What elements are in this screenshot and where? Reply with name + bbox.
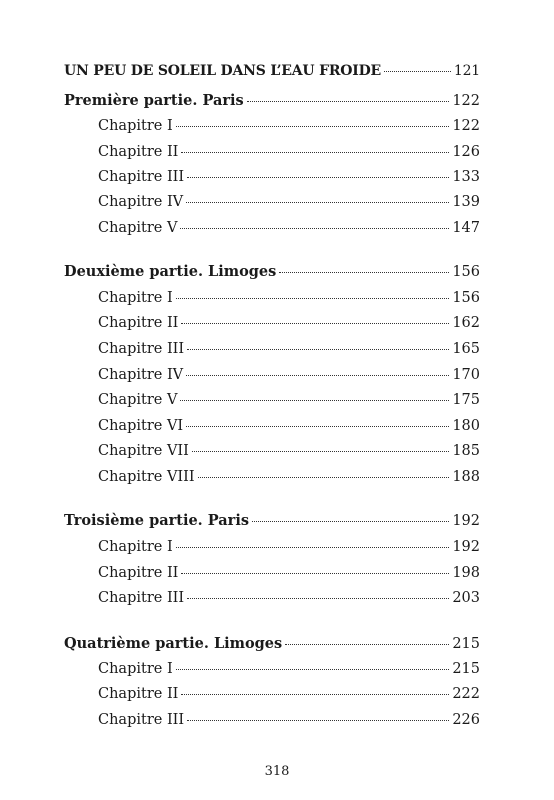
dot-leader	[181, 323, 449, 324]
dot-leader	[279, 272, 449, 273]
toc-chapter-entry	[98, 340, 480, 358]
chapter-label: Chapitre IV	[98, 367, 184, 383]
dot-leader	[192, 451, 449, 452]
chapter-page: 188	[452, 469, 480, 485]
toc-part-entry	[64, 263, 480, 281]
dot-leader	[384, 71, 451, 72]
toc-title-page: 121	[453, 63, 480, 79]
dot-leader	[180, 228, 449, 229]
dot-leader	[186, 426, 449, 427]
chapter-page: 122	[452, 118, 480, 134]
chapter-page: 170	[452, 367, 480, 383]
dot-leader	[186, 202, 449, 203]
toc-chapter-entry	[98, 366, 480, 384]
chapter-page: 139	[452, 194, 480, 210]
dot-leader	[247, 101, 450, 102]
part-label: Troisième partie. Paris	[64, 512, 249, 529]
chapter-page: 126	[452, 144, 480, 160]
chapter-page: 162	[452, 315, 480, 331]
toc-chapter-entry	[98, 468, 480, 486]
toc-chapter-entry	[98, 143, 480, 161]
toc-part-entry	[64, 635, 480, 653]
chapter-page: 215	[452, 661, 480, 677]
dot-leader	[187, 720, 449, 721]
chapter-page: 226	[452, 712, 480, 728]
chapter-label: Chapitre III	[98, 590, 185, 606]
chapter-label: Chapitre VII	[98, 443, 189, 459]
toc-chapter-entry	[98, 589, 480, 607]
dot-leader	[181, 152, 449, 153]
chapter-page: 175	[452, 392, 480, 408]
chapter-label: Chapitre II	[98, 686, 179, 702]
chapter-label: Chapitre I	[98, 290, 173, 306]
chapter-label: Chapitre III	[98, 169, 185, 185]
dot-leader	[176, 126, 450, 127]
chapter-label: Chapitre V	[98, 220, 178, 236]
dot-leader	[186, 375, 449, 376]
chapter-label: Chapitre VI	[98, 418, 184, 434]
dot-leader	[187, 598, 449, 599]
chapter-page: 180	[452, 418, 480, 434]
part-label: Deuxième partie. Limoges	[64, 263, 277, 280]
toc-chapter-entry	[98, 193, 480, 211]
dot-leader	[176, 298, 450, 299]
toc-chapter-entry	[98, 442, 480, 460]
chapter-label: Chapitre I	[98, 118, 173, 134]
toc-chapter-entry	[98, 564, 480, 582]
toc-chapter-entry	[98, 660, 480, 678]
toc-title-label: UN PEU DE SOLEIL DANS L’EAU FROIDE	[64, 63, 382, 79]
chapter-page: 203	[452, 590, 480, 606]
dot-leader	[252, 521, 449, 522]
toc-chapter-entry	[98, 117, 480, 135]
toc-chapter-entry	[98, 168, 480, 186]
chapter-page: 147	[452, 220, 480, 236]
dot-leader	[180, 400, 449, 401]
toc-part-entry	[64, 92, 480, 110]
part-label: Quatrième partie. Limoges	[64, 635, 283, 652]
toc-chapter-entry	[98, 289, 480, 307]
chapter-label: Chapitre I	[98, 661, 173, 677]
dot-leader	[187, 177, 449, 178]
chapter-page: 133	[452, 169, 480, 185]
chapter-page: 198	[452, 565, 480, 581]
chapter-label: Chapitre II	[98, 315, 179, 331]
toc-chapter-entry	[98, 417, 480, 435]
chapter-label: Chapitre I	[98, 539, 173, 555]
chapter-label: Chapitre V	[98, 392, 178, 408]
toc-chapter-entry	[98, 314, 480, 332]
chapter-page: 165	[452, 341, 480, 357]
chapter-page: 185	[452, 443, 480, 459]
dot-leader	[187, 349, 449, 350]
dot-leader	[176, 547, 450, 548]
part-page: 215	[452, 636, 480, 652]
toc-chapter-entry	[98, 685, 480, 703]
chapter-label: Chapitre II	[98, 565, 179, 581]
part-label: Première partie. Paris	[64, 92, 244, 109]
chapter-page: 222	[452, 686, 480, 702]
dot-leader	[176, 669, 450, 670]
toc-chapter-entry	[98, 711, 480, 729]
dot-leader	[181, 694, 449, 695]
chapter-label: Chapitre IV	[98, 194, 184, 210]
part-page: 156	[452, 264, 480, 280]
toc-chapter-entry	[98, 391, 480, 409]
chapter-label: Chapitre III	[98, 712, 185, 728]
toc-title-entry	[64, 62, 480, 80]
dot-leader	[285, 644, 449, 645]
chapter-label: Chapitre III	[98, 341, 185, 357]
chapter-page: 156	[452, 290, 480, 306]
chapter-label: Chapitre II	[98, 144, 179, 160]
chapter-label: Chapitre VIII	[98, 469, 195, 485]
part-page: 192	[452, 513, 480, 529]
chapter-page: 192	[452, 539, 480, 555]
toc-chapter-entry	[98, 219, 480, 237]
dot-leader	[198, 477, 450, 478]
toc-chapter-entry	[98, 538, 480, 556]
dot-leader	[181, 573, 449, 574]
toc-part-entry	[64, 512, 480, 530]
part-page: 122	[452, 93, 480, 109]
page-number: 318	[264, 764, 290, 779]
